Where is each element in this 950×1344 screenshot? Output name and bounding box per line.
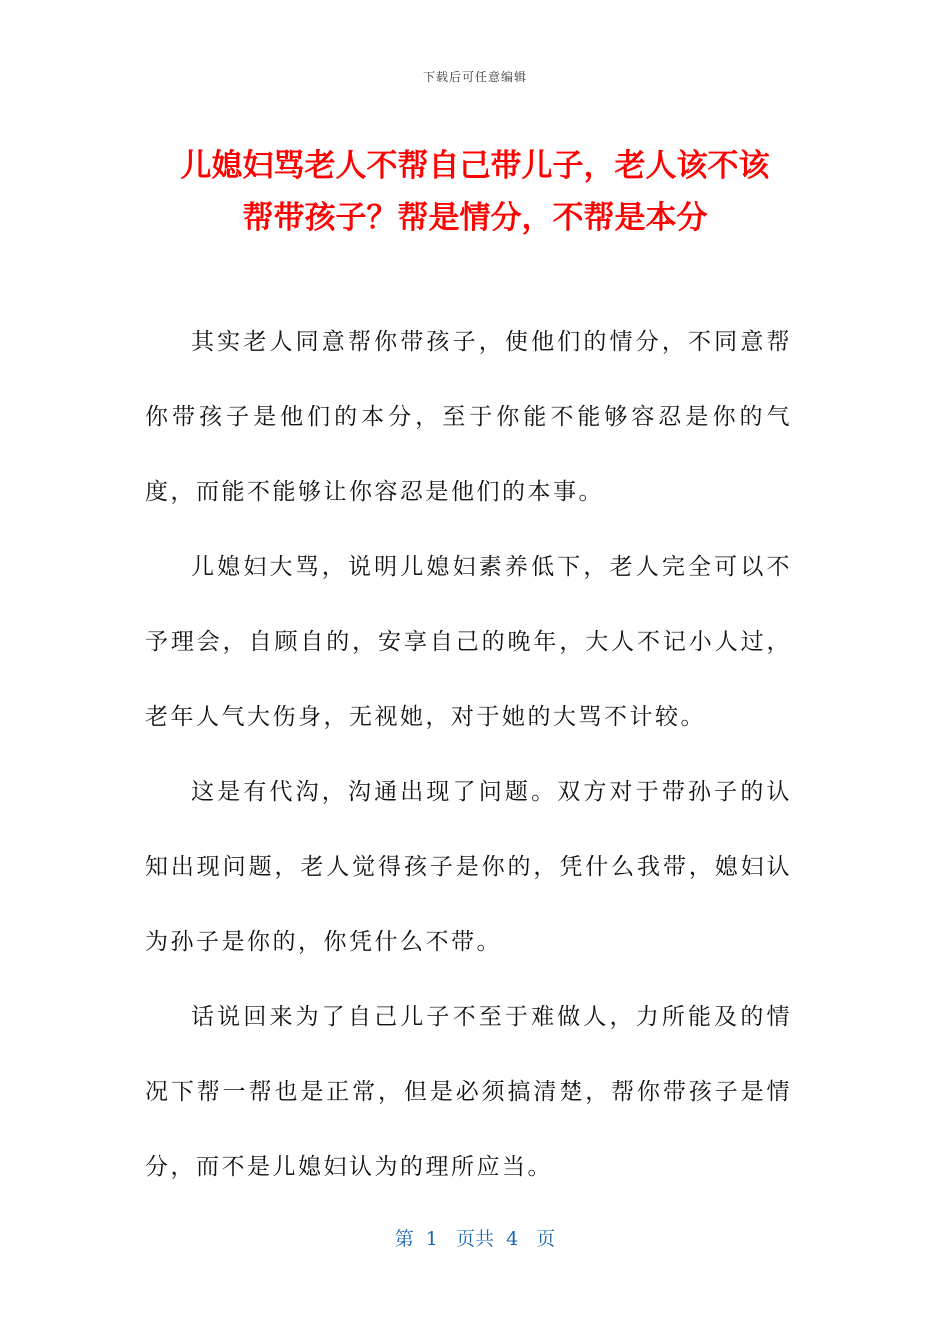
paragraph-1: 其实老人同意帮你带孩子，使他们的情分，不同意帮你带孩子是他们的本分，至于你能不能够容忍是你的气度，而能不能够让你容忍是他们的本事。 <box>145 329 792 505</box>
document-title <box>120 140 830 244</box>
document-body <box>145 305 792 1205</box>
title-line-1: 儿媳妇骂老人不帮自己带儿子，老人该不该 <box>180 148 770 184</box>
header-note: 下载后可任意编辑 <box>422 70 527 84</box>
paragraph-4: 话说回来为了自己儿子不至于难做人，力所能及的情况下帮一帮也是正常，但是必须搞清楚，帮你带孩子是情分，而不是儿媳妇认为的理所应当。 <box>145 1004 792 1180</box>
title-line-2: 帮带孩子？帮是情分，不帮是本分 <box>242 200 708 236</box>
paragraph-3: 这是有代沟，沟通出现了问题。双方对于带孙子的认知出现问题，老人觉得孩子是你的，凭什么我带，媳妇认为孙子是你的，你凭什么不带。 <box>145 779 792 955</box>
paragraph-2: 儿媳妇大骂，说明儿媳妇素养低下，老人完全可以不予理会，自顾自的，安享自己的晚年，大人不记小人过，老年人气大伤身，无视她，对于她的大骂不计较。 <box>145 554 792 730</box>
page-number-footer: 第 1 页共 4 页 <box>394 1228 556 1250</box>
